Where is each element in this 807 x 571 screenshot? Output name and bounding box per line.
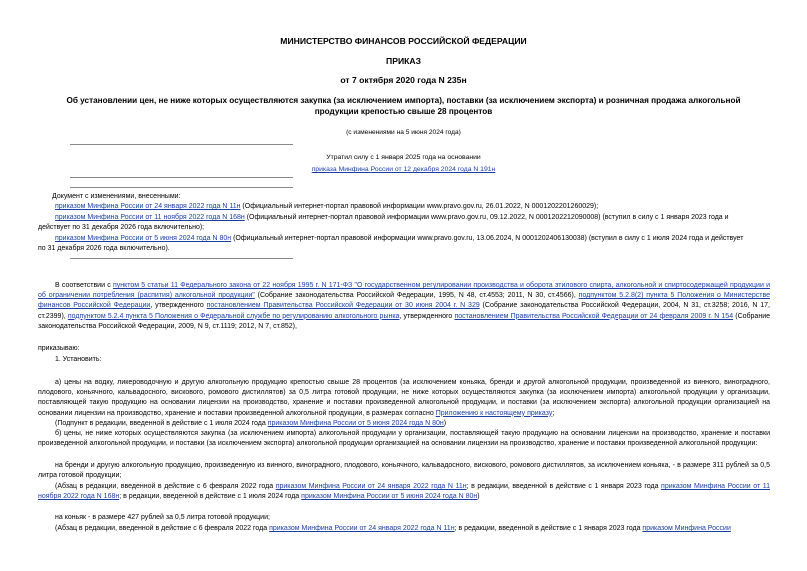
amendment-item-2-cont: действует по 31 декабря 2026 года включительно); [38, 224, 205, 231]
order-80n-link[interactable]: приказом Минфина России от 5 июня 2024 года N 80н [301, 493, 478, 501]
amendments-intro: Документ с изменениями, внесенными: [52, 193, 181, 200]
ministry-heading: МИНИСТЕРСТВО ФИНАНСОВ РОССИЙСКОЙ ФЕДЕРАЦИИ [280, 36, 527, 46]
brandy-price-note: (Абзац в редакции, введенной в действие с 6 февраля 2022 года приказом Минфина России от 24 января 2022 года N 11н; в редакции, введенной в действие с 1 января 2023 года приказом Минфина России от 11 ноября 2022 года N 168н; в редакции, введенной в действие с 1 июля 2024 года приказом Минфина России от 5 июня 2024 года N 80н) [38, 483, 770, 501]
amendment-link-1[interactable]: приказом Минфина России от 24 января 2022 года N 11н [55, 203, 241, 210]
government-decree-154-link[interactable]: постановлением Правительства Российской Федерации от 24 февраля 2009 г. N 154 [454, 312, 734, 320]
order-word: приказываю: [38, 345, 80, 352]
amendment-item-3-cont: по 31 декабря 2026 года включительно). [38, 245, 170, 252]
government-decree-329-link[interactable]: постановлением Правительства Российской Федерации от 30 июня 2004 г. N 329 [206, 302, 480, 310]
title-line-1: Об установлении цен, не ниже которых осуществляются закупка (за исключением импорта), поставки (за исключением экспорта) и розничная продажа алкогольной [66, 96, 741, 105]
order-minfin-link[interactable]: приказом Минфина России [642, 525, 731, 532]
order-11n-link[interactable]: приказом Минфина России от 24 января 2022 года N 11н [275, 483, 467, 490]
minfin-regulation-link[interactable]: подпунктом 5.2.8(2) пункта 5 Положения о Министерстве финансов Российской Федерации [38, 292, 771, 310]
amendment-item-3: приказом Минфина России от 5 июня 2024 года N 80н (Официальный интернет-портал правовой информации www.pravo.gov.ru, 13.06.2024, N 0001202406130038) (вступил в силу с 1 июля 2024 года и действует [55, 235, 744, 242]
subitem-b: б) цены, не ниже которых осуществляются закупка (за исключением импорта) алкогольной продукции у организации, поставляющей такую продукцию на основании лицензии на производство, хранение и поставки произведенной алкогольной продукции, и поставки (за исключением экспорта) алкогольной продукции организацией на основании лицензии на производство, хранение и поставки произведенной алкогольной продукции: [38, 430, 770, 448]
order-80n-link[interactable]: приказом Минфина России от 5 июня 2024 года N 80н [267, 420, 444, 427]
order-168n-link[interactable]: приказом Минфина России от 11 ноября 2022 года N 168н [38, 483, 770, 501]
amendment-link-3[interactable]: приказом Минфина России от 5 июня 2024 года N 80н [55, 235, 232, 242]
brandy-price-paragraph: на бренди и другую алкогольную продукцию, произведенную из винного, виноградного, плодового, коньячного, кальвадосного, вискового, ромового дистиллятов, за исключением коньяка, - в размере 311 рублей за 0,5 литра готовой продукции; [38, 462, 770, 480]
title-line-2: продукции крепостью свыше 28 процентов [314, 107, 493, 116]
divider [70, 177, 293, 178]
appendix-link[interactable]: Приложению к настоящему приказу [435, 409, 553, 417]
divider [70, 258, 293, 259]
doc-type-heading: ПРИКАЗ [386, 56, 421, 66]
amendment-link-2[interactable]: приказом Минфина России от 11 ноября 2022 года N 168н [55, 214, 245, 221]
date-number-heading: от 7 октября 2020 года N 235н [340, 75, 467, 85]
divider [70, 144, 293, 145]
amendment-item-1: приказом Минфина России от 24 января 2022 года N 11н (Официальный интернет-портал правовой информации www.pravo.gov.ru, 26.01.2022, N 0001202201260029); [55, 203, 599, 210]
repeal-order-link[interactable]: приказа Минфина России от 12 декабря 2024 года N 191н [311, 166, 496, 173]
subitem-a-note: (Подпункт в редакции, введенной в действие с 1 июля 2024 года приказом Минфина России от 5 июня 2024 года N 80н) [55, 420, 447, 427]
status-line-1: Утратил силу с 1 января 2025 года на основании [326, 154, 481, 161]
divider [70, 187, 293, 188]
document-title [0, 95, 807, 117]
subitem-a: а) цены на водку, ликероводочную и другую алкогольную продукцию крепостью свыше 28 процентов (за исключением коньяка, бренди и другой алкогольной продукции, произведенной из винного, виноградного, плодового, коньячного, кальвадосного, вискового, ромового дистиллятов) за 0,5 литра готовой продукции, не ниже которых осуществляются закупка (за исключением импорта) алкогольной продукции у организации, поставляющей такую продукцию на основании лицензии на производство, хранение и поставки произведенной алкогольной продукции, и поставки (за исключением экспорта) алкогольной продукции организацией на основании лицензии на производство, хранение и поставки произведенной алкогольной продукции, в размерах согласно Приложению к настоящему приказу; [38, 379, 770, 417]
order-11n-link[interactable]: приказом Минфина России от 24 января 2022 года N 11н [269, 525, 455, 532]
cognac-price-note: (Абзац в редакции, введенной в действие с 6 февраля 2022 года приказом Минфина России от 24 января 2022 года N 11н; в редакции, введенной в действие с 1 января 2023 года приказом Минфина России [55, 525, 731, 532]
cognac-price-paragraph: на коньяк - в размере 427 рублей за 0,5 литра готовой продукции; [55, 514, 270, 521]
revision-note: (с изменениями на 5 июня 2024 года) [346, 129, 461, 136]
status-line-2 [0, 166, 807, 173]
alcohol-service-regulation-link[interactable]: подпунктом 5.2.4 пункта 5 Положения о Федеральной службе по регулированию алкогольного рынка [67, 312, 400, 320]
item-1-heading: 1. Установить: [55, 356, 102, 363]
federal-law-link[interactable]: пунктом 5 статьи 11 Федерального закона от 22 ноября 1995 г. N 171-ФЗ "О государственном регулировании производства и оборота этилового спирта, алкогольной и спиртосодержащей продукции и об ограничении потребления (распития) алкогольной продукции" [38, 282, 770, 300]
preamble-paragraph: В соответствии с пунктом 5 статьи 11 Федерального закона от 22 ноября 1995 г. N 171-ФЗ "О государственном регулировании производства и оборота этилового спирта, алкогольной и спиртосодержащей продукции и об ограничении потребления (распития) алкогольной продукции" (Собрание законодательства Российской Федерации, 1995, N 48, ст.4553; 2011, N 30, ст.4566), подпунктом 5.2.8(2) пункта 5 Положения о Министерстве финансов Российской Федерации, утвержденного постановлением Правительства Российской Федерации от 30 июня 2004 г. N 329 (Собрание законодательства Российской Федерации, 2004, N 31, ст.3258; 2016, N 17, ст.2399), подпунктом 5.2.4 пункта 5 Положения о Федеральной службе по регулированию алкогольного рынка, утвержденного постановлением Правительства Российской Федерации от 24 февраля 2009 г. N 154 (Собрание законодательства Российской Федерации, 2009, N 9, ст.1119; 2012, N 7, ст.852), [38, 282, 771, 330]
amendment-item-2: приказом Минфина России от 11 ноября 2022 года N 168н (Официальный интернет-портал правовой информации www.pravo.gov.ru, 09.12.2022, N 0001202212090008) (вступил в силу с 1 января 2023 года и [55, 214, 729, 221]
